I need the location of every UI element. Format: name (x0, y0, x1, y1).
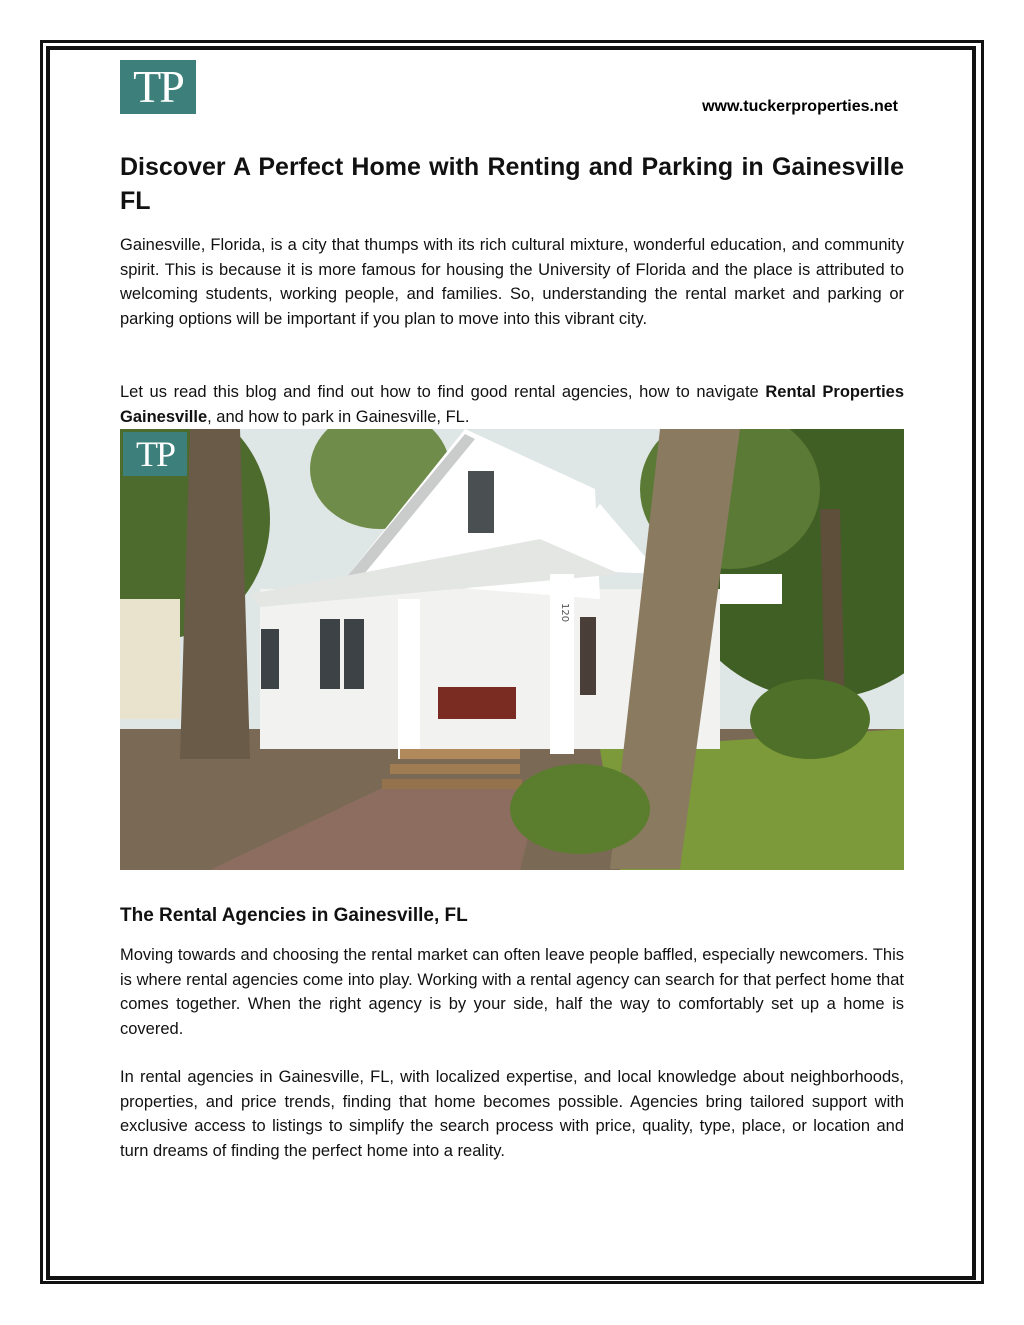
photo-logo-watermark: TP (123, 432, 187, 476)
house-illustration (120, 429, 904, 870)
article-title: Discover A Perfect Home with Renting and Parking in Gainesville FL (120, 153, 904, 215)
intro-paragraph: Gainesville, Florida, is a city that thumps with its rich cultural mixture, wonderful education, and community spirit. This is because it is more famous for housing the University of Florida and the place is attributed to welcoming students, working people, and families. So, understanding the rental market and parking or parking options will be important if you plan to move into this vibrant city. (120, 236, 904, 328)
lead-keyword: Rental Properties Gainesville (120, 383, 905, 426)
lead-paragraph (120, 380, 904, 429)
lead-text: Let us read this blog and find out how to find good rental agencies, how to navigate (120, 383, 766, 401)
company-logo: TP (120, 60, 196, 114)
section-paragraph-2: In rental agencies in Gainesville, FL, with localized expertise, and local knowledge about neighborhoods, properties, and price trends, finding that home becomes possible. Agencies bring tailored support with exclusive access to listings to simplify the search process with price, quality, type, place, or location and turn dreams of finding the perfect home into a reality. (120, 1068, 904, 1160)
house-number: 120 (559, 603, 570, 623)
website-url: www.tuckerproperties.net (702, 98, 898, 115)
section-paragraph-1: Moving towards and choosing the rental market can often leave people baffled, especially newcomers. This is where rental agencies come into play. Working with a rental agency can search for that perfect home that comes together. When the right agency is by your side, half the way to comfortably set up a home is covered. (120, 946, 904, 1038)
house-photo (120, 429, 904, 870)
lead-text-end: , and how to park in Gainesville, FL. (207, 407, 470, 426)
section-heading: The Rental Agencies in Gainesville, FL (120, 905, 468, 926)
